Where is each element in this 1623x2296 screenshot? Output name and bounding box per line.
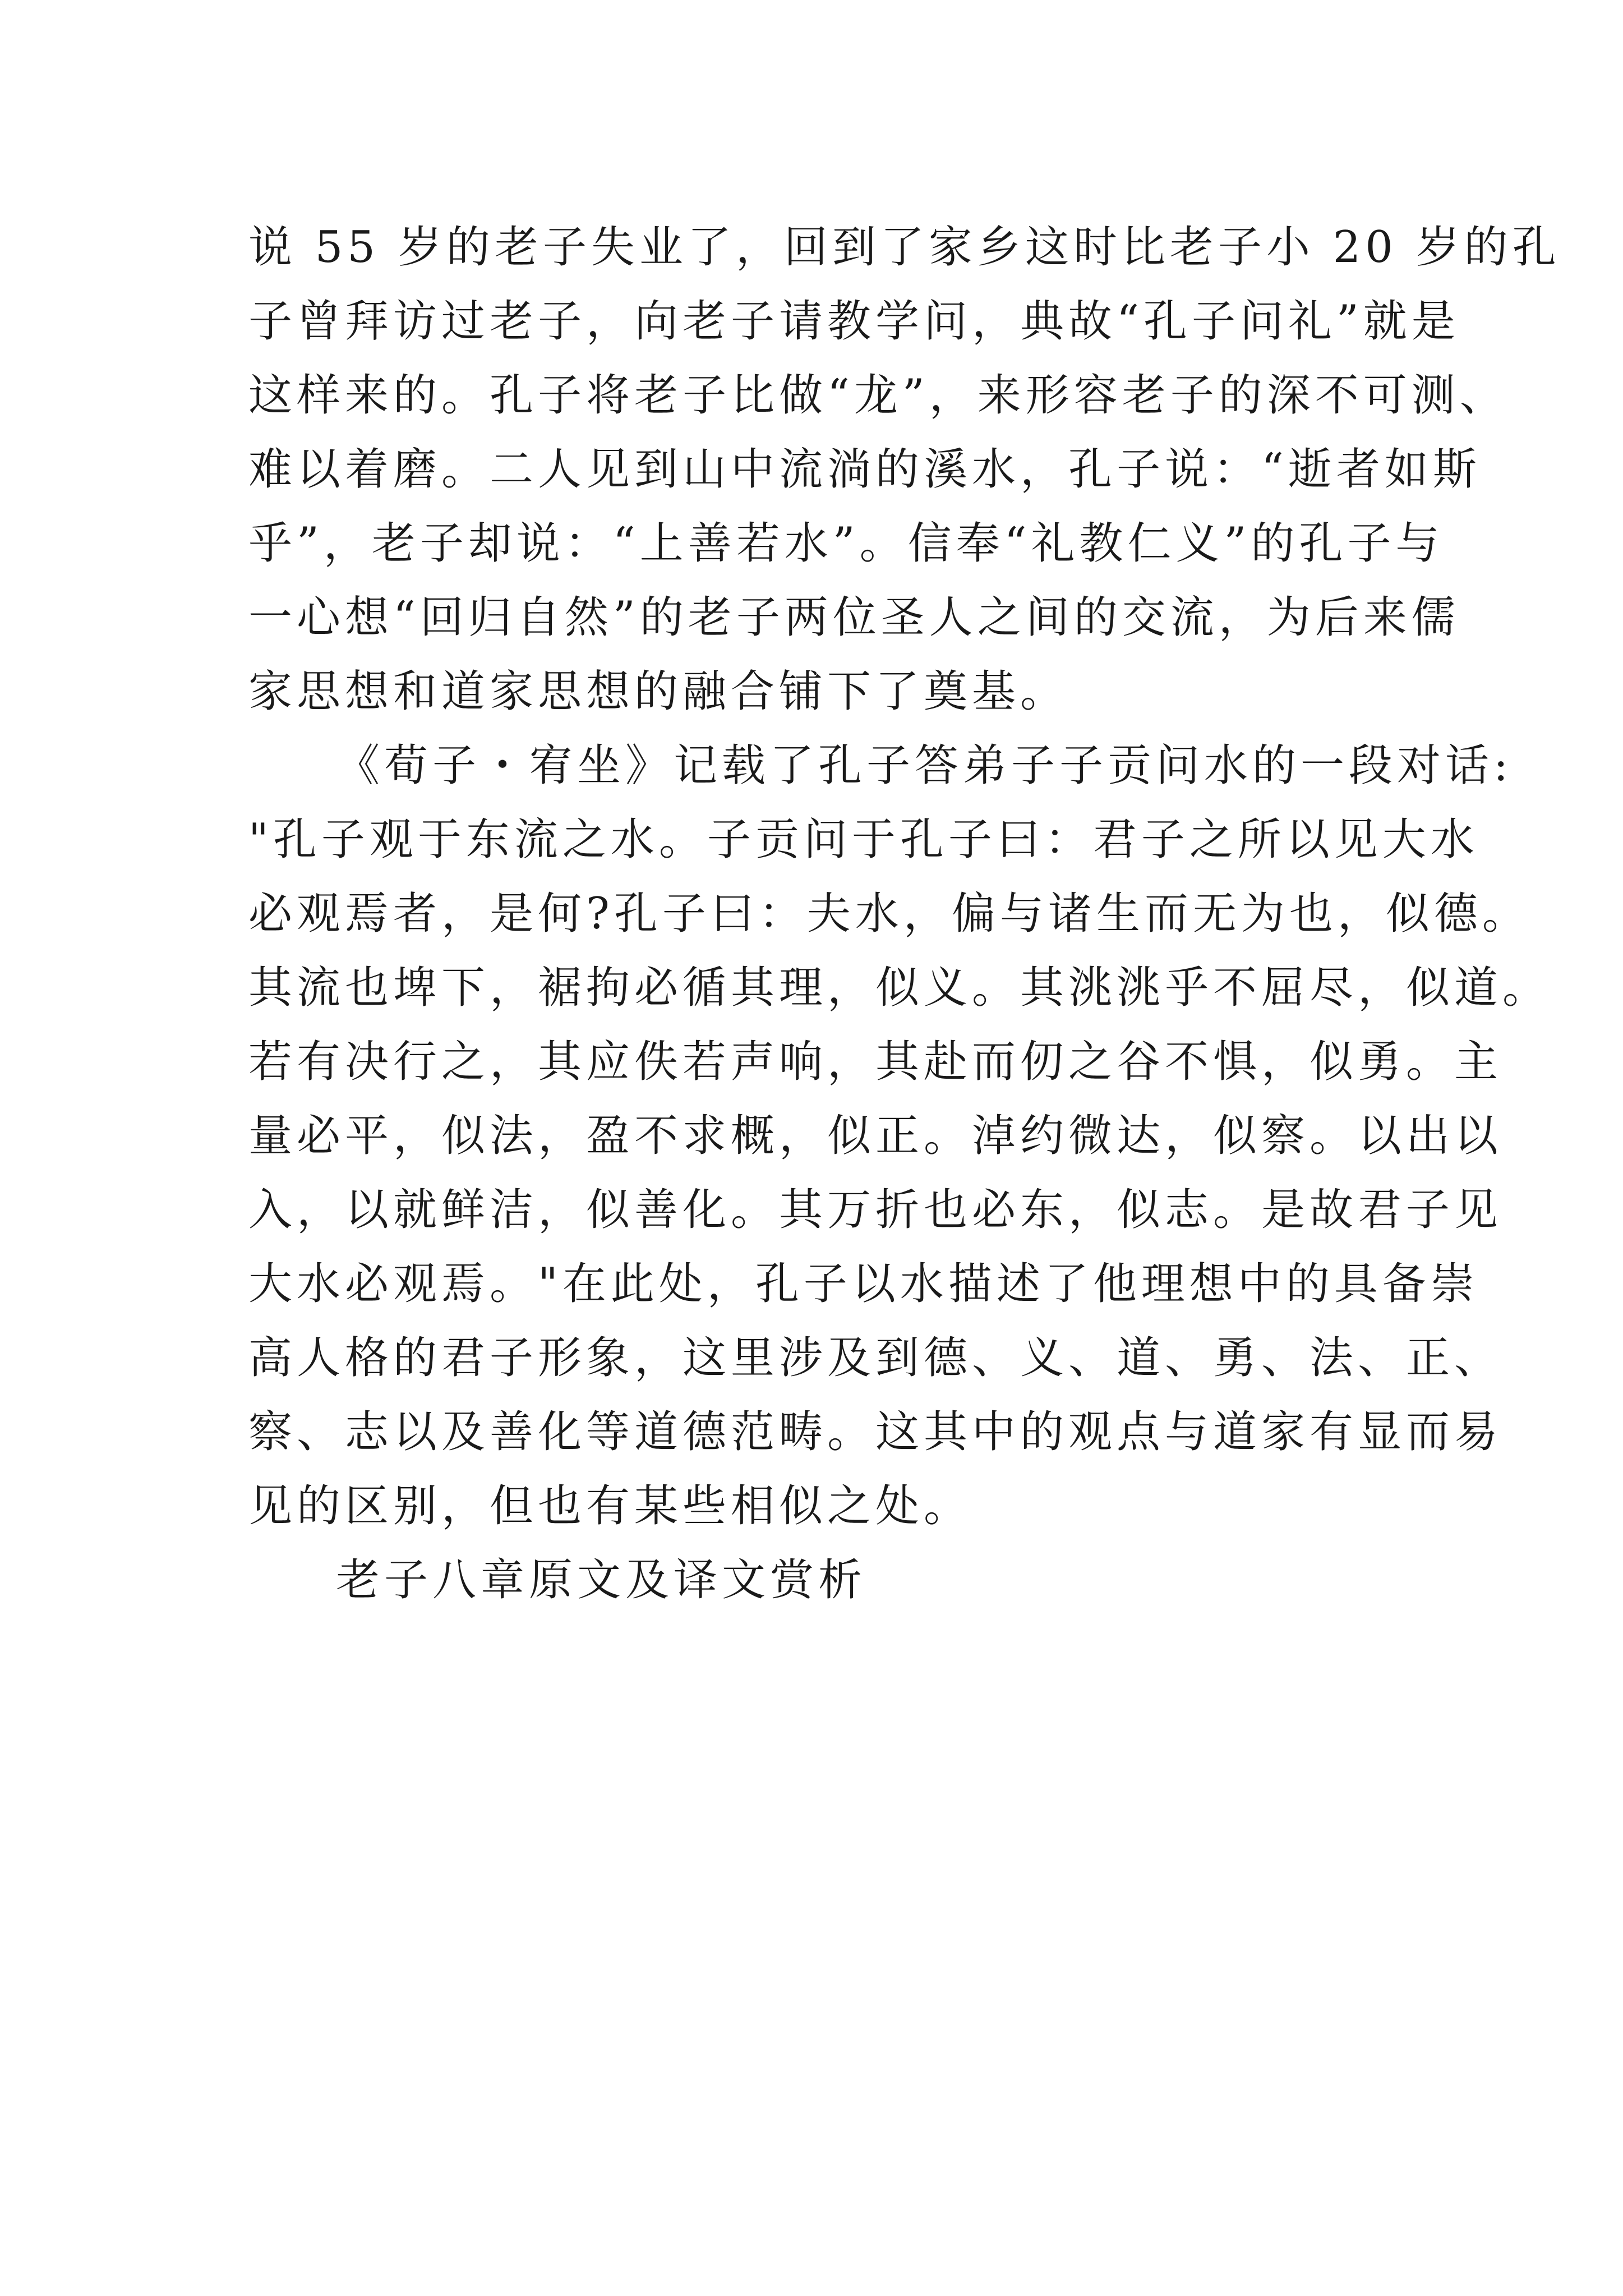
text-line: 一心想“回归自然”的老子两位圣人之间的交流，为后来儒 [248,592,1460,643]
text-line: 高人格的君子形象，这里涉及到德、义、道、勇、法、正、 [248,1333,1503,1383]
text-line: 大水必观焉。"在此处，孔子以水描述了他理想中的具备崇 [248,1259,1479,1309]
text-line: 入，以就鲜洁，似善化。其万折也必东，似志。是故君子见 [248,1185,1503,1235]
text-line: 其流也埤下，裾拘必循其理，似义。其洮洮乎不屈尽，似道。 [248,963,1551,1013]
body-text [248,210,1561,1617]
text-line: 察、志以及善化等道德范畴。这其中的观点与道家有显而易 [248,1407,1503,1457]
text-line: 说 55 岁的老子失业了，回到了家乡这时比老子小 20 岁的孔 [248,222,1561,273]
text-line: 《荀子・宥坐》记载了孔子答弟子子贡问水的一段对话: [336,740,1513,791]
text-line: 见的区别，但也有某些相似之处。 [248,1481,972,1531]
text-line: 子曾拜访过老子，向老子请教学问，典故“孔子问礼”就是 [248,296,1460,347]
text-line: 乎”，老子却说：“上善若水”。信奉“礼教仁义”的孔子与 [248,518,1444,569]
text-line: 难以着磨。二人见到山中流淌的溪水，孔子说：“逝者如斯 [248,444,1481,495]
text-line: 量必平，似法，盈不求概，似正。淖约微达，似察。以出以 [248,1111,1503,1161]
text-line: 必观焉者，是何?孔子曰：夫水，偏与诸生而无为也，似德。 [248,889,1530,939]
paragraph-2 [248,729,1551,1543]
section-heading: 老子八章原文及译文赏析 [336,1555,867,1605]
section-heading-wrap [248,1543,1404,1617]
text-line: 家思想和道家思想的融合铺下了奠基。 [248,666,1069,717]
text-line: 这样来的。孔子将老子比做“龙”，来形容老子的深不可测、 [248,370,1508,421]
text-line: "孔子观于东流之水。子贡问于孔子曰：君子之所以见大水 [248,815,1479,865]
paragraph-1 [248,210,1561,729]
text-line: 若有决行之，其应佚若声响，其赴而仞之谷不惧，似勇。主 [248,1037,1503,1087]
